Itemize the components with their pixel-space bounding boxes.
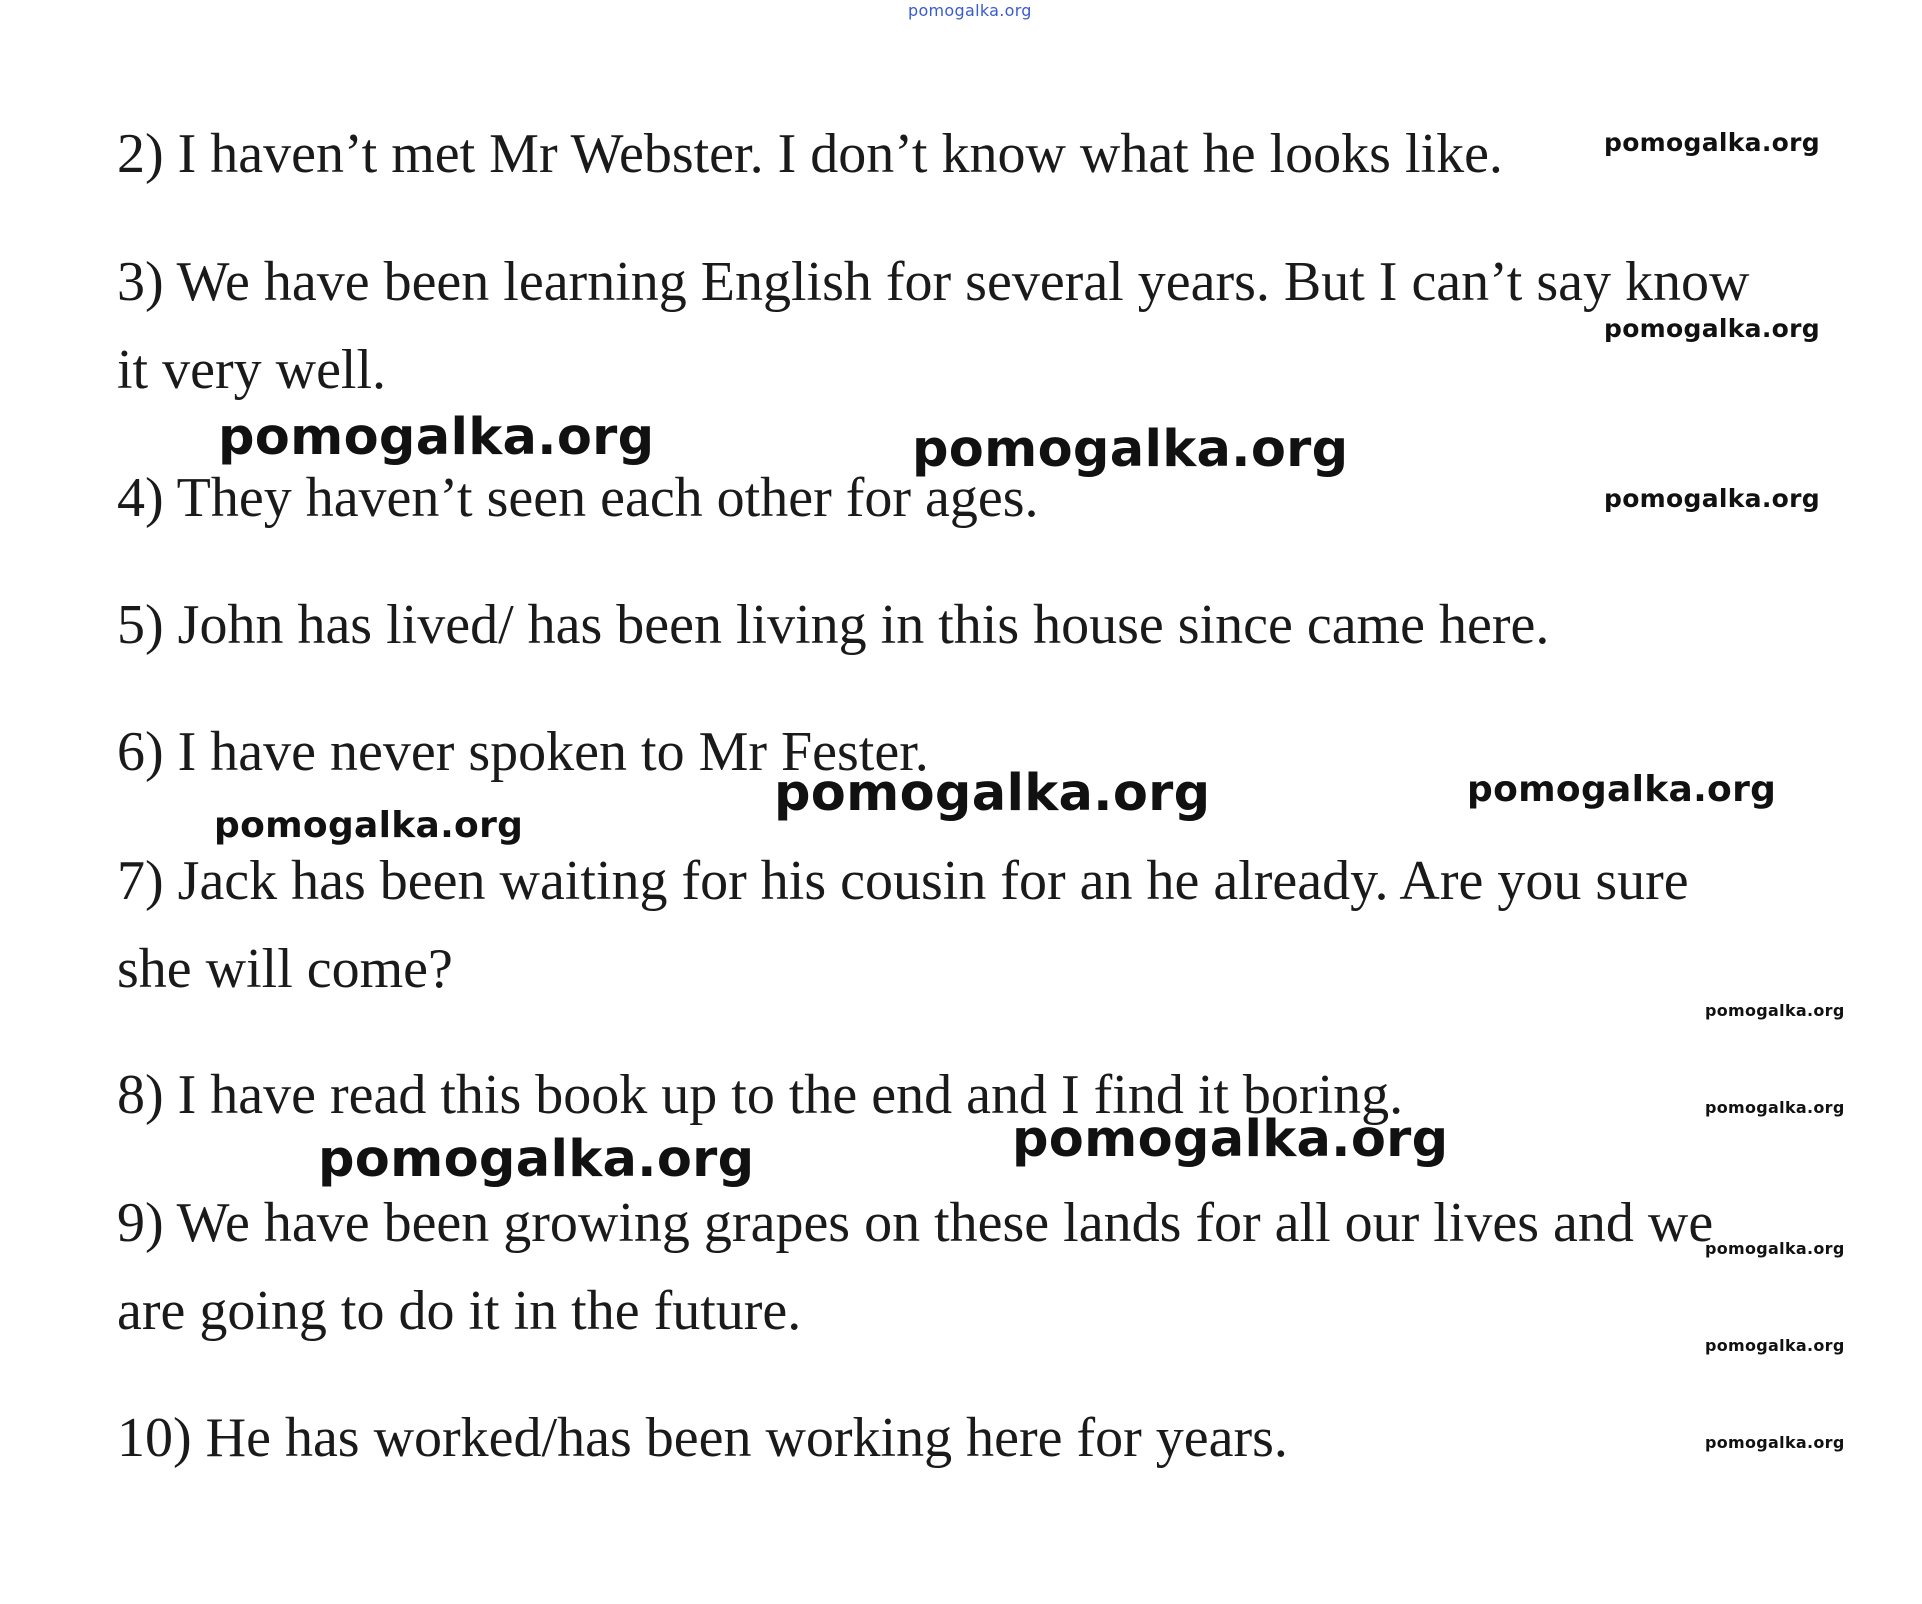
watermark: pomogalka.org: [1705, 1001, 1845, 1020]
answer-7-line-2: she will come?: [117, 938, 453, 1000]
answer-9-line-1: 9) We have been growing grapes on these lands for all our lives and we: [117, 1192, 1714, 1254]
watermark: pomogalka.org: [1604, 128, 1820, 157]
watermark: pomogalka.org: [1705, 1239, 1845, 1258]
answer-2-line-1: 2) I haven’t met Mr Webster. I don’t know what he looks like.: [117, 123, 1503, 185]
answer-8-line-1: 8) I have read this book up to the end and I find it boring.: [117, 1064, 1404, 1126]
watermark: pomogalka.org: [318, 1130, 755, 1189]
answer-3-line-1: 3) We have been learning English for several years. But I can’t say know: [117, 251, 1750, 313]
watermark: pomogalka.org: [1467, 769, 1777, 810]
answer-4-line-1: 4) They haven’t seen each other for ages.: [117, 467, 1039, 529]
watermark: pomogalka.org: [1604, 484, 1820, 513]
watermark: pomogalka.org: [214, 805, 524, 846]
watermark: pomogalka.org: [218, 408, 655, 467]
watermark: pomogalka.org: [912, 420, 1349, 479]
answer-6-line-1: 6) I have never spoken to Mr Fester.: [117, 721, 929, 783]
watermark: pomogalka.org: [1705, 1336, 1845, 1355]
answer-10-line-1: 10) He has worked/has been working here for years.: [117, 1407, 1288, 1469]
watermark: pomogalka.org: [774, 764, 1211, 823]
answer-3-line-2: it very well.: [117, 339, 387, 401]
watermark: pomogalka.org: [1012, 1110, 1449, 1169]
watermark: pomogalka.org: [1705, 1433, 1845, 1452]
watermark: pomogalka.org: [1604, 314, 1820, 343]
answer-5-line-1: 5) John has lived/ has been living in this house since came here.: [117, 594, 1550, 656]
header-watermark: pomogalka.org: [908, 1, 1032, 20]
watermark: pomogalka.org: [1705, 1098, 1845, 1117]
answer-9-line-2: are going to do it in the future.: [117, 1280, 802, 1342]
answer-7-line-1: 7) Jack has been waiting for his cousin for an he already. Are you sure: [117, 850, 1689, 912]
